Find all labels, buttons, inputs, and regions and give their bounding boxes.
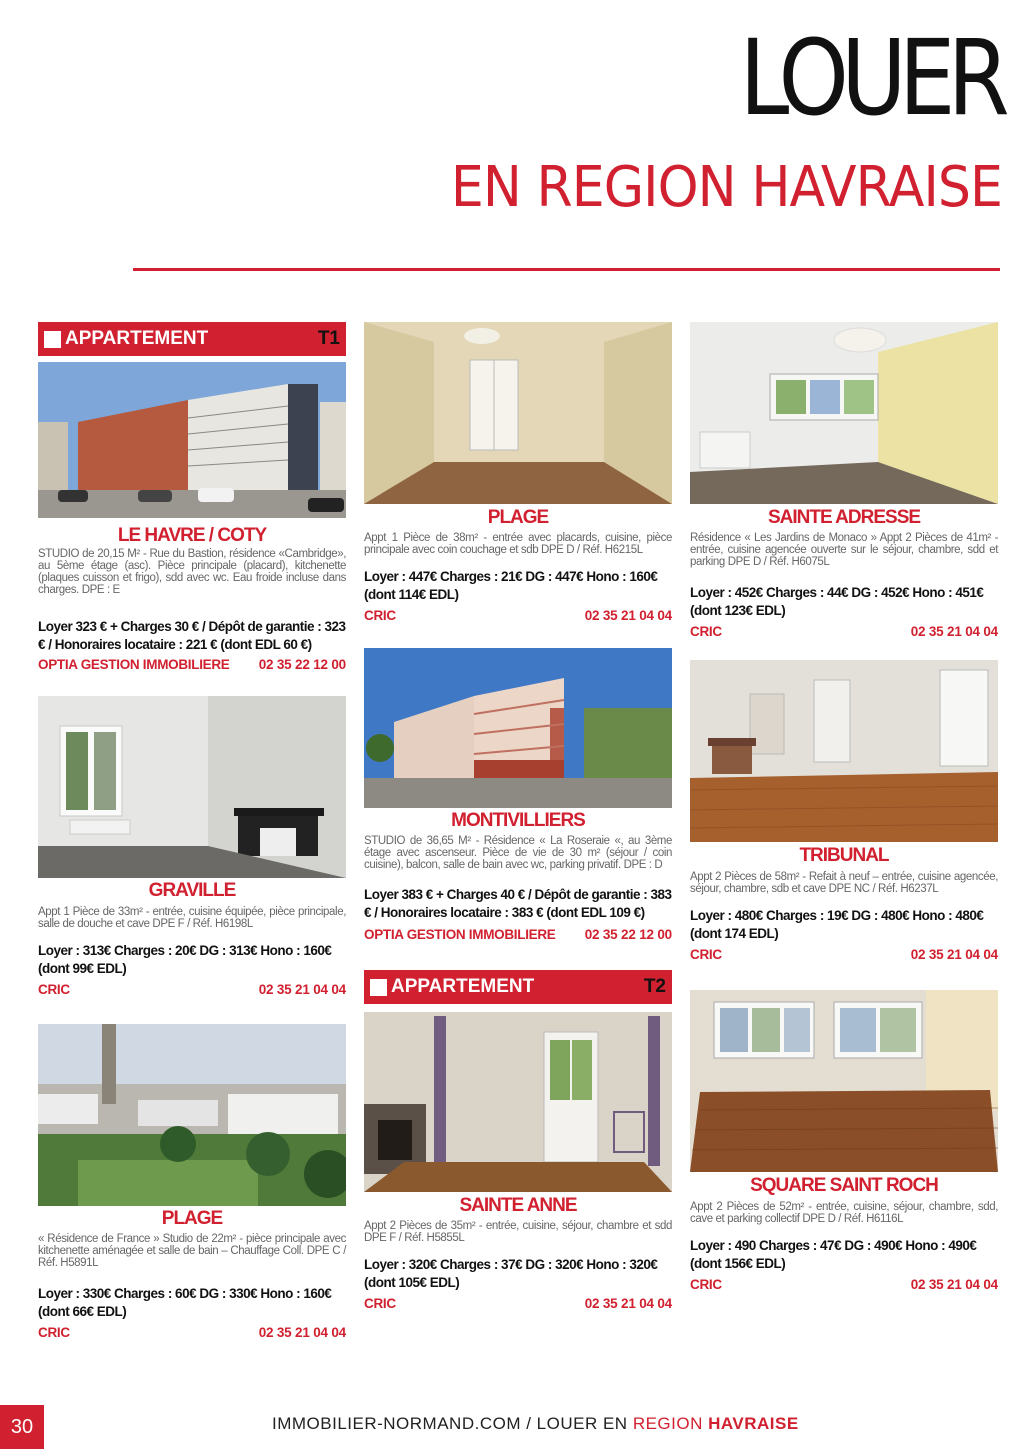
listing-photo-room[interactable]: [38, 696, 346, 878]
page-subtitle: EN REGION HAVRAISE: [450, 155, 1002, 220]
listing-price: Loyer 383 € + Charges 40 € / Dépôt de garantie : 383 € / Honoraires locataire : 383 € (dont EDL 109 €): [364, 887, 672, 920]
listing-phone[interactable]: 02 35 21 04 04: [910, 624, 998, 639]
page-number: 30: [0, 1405, 44, 1449]
category-bar-t1: [38, 322, 346, 356]
listing-price: Loyer : 452€ Charges : 44€ DG : 452€ Hono : 451€ (dont 123€ EDL): [690, 585, 984, 618]
listing-photo-room[interactable]: [690, 990, 998, 1172]
footer-site[interactable]: IMMOBILIER-NORMAND.COM: [272, 1414, 521, 1433]
listing-description: Appt 1 Pièce de 33m² - entrée, cuisine équipée, pièce principale, salle de douche et cave DPE F / Réf. H6198L: [38, 906, 346, 930]
listing-phone[interactable]: 02 35 21 04 04: [910, 947, 998, 962]
listing-agency[interactable]: OPTIA GESTION IMMOBILIERE: [38, 657, 230, 672]
category-label: APPARTEMENT: [65, 328, 209, 349]
listing-photo-room[interactable]: [690, 660, 998, 842]
listing-agency[interactable]: CRIC: [38, 1325, 70, 1340]
listing-photo-building[interactable]: [38, 362, 346, 518]
listing-price: Loyer : 480€ Charges : 19€ DG : 480€ Hono : 480€ (dont 174 EDL): [690, 908, 984, 941]
listing-agency[interactable]: CRIC: [690, 947, 722, 962]
listing-title: MONTIVILLIERS: [451, 810, 585, 831]
listing-photo-building[interactable]: [364, 648, 672, 808]
listing-phone[interactable]: 02 35 21 04 04: [910, 1277, 998, 1292]
listing-photo-city[interactable]: [38, 1024, 346, 1206]
footer-louer: LOUER EN: [536, 1414, 633, 1433]
listing-agency[interactable]: CRIC: [364, 1296, 396, 1311]
listing-description: Appt 2 Pièces de 35m² - entrée, cuisine, séjour, chambre et sdd DPE F / Réf. H5855L: [364, 1220, 672, 1244]
listing-phone[interactable]: 02 35 21 04 04: [584, 1296, 672, 1311]
page-title: LOUER: [739, 17, 1002, 139]
category-type: T1: [317, 328, 340, 349]
footer-breadcrumb: [272, 1414, 799, 1434]
square-icon: [370, 979, 387, 996]
listing-agency[interactable]: CRIC: [690, 624, 722, 639]
listing-title: PLAGE: [161, 1208, 223, 1229]
listing-description: STUDIO de 20,15 M² - Rue du Bastion, résidence «Cambridge», au 5ème étage (asc). Pièce principale (placard), kitchenette (plaques cuisson et frigo), sdd avec wc. Eau froide incluse dans charges. DPE : E: [38, 548, 346, 596]
listing-agency[interactable]: CRIC: [690, 1277, 722, 1292]
listing-photo-room[interactable]: [690, 322, 998, 504]
listing-title: PLAGE: [487, 507, 549, 528]
listing-title: TRIBUNAL: [799, 845, 889, 866]
listing-agency[interactable]: CRIC: [364, 608, 396, 623]
listing-description: « Résidence de France » Studio de 22m² - pièce principale avec kitchenette aménagée et salle de bain – Chauffage Coll. DPE C / Réf. H5891L: [38, 1233, 346, 1269]
listing-price: Loyer : 313€ Charges : 20€ DG : 313€ Hono : 160€ (dont 99€ EDL): [38, 943, 332, 976]
listing-phone[interactable]: 02 35 21 04 04: [258, 982, 346, 997]
title-divider: [133, 268, 1000, 271]
listing-phone[interactable]: 02 35 21 04 04: [258, 1325, 346, 1340]
listing-title: SQUARE SAINT ROCH: [750, 1175, 938, 1196]
footer-region: REGION: [632, 1414, 709, 1433]
category-label: APPARTEMENT: [391, 976, 535, 997]
listing-description: Résidence « Les Jardins de Monaco » Appt 2 Pièces de 41m² - entrée, cuisine agencée ouverte sur le séjour, chambre, sdd et parking DPE D / Réf. H6075L: [690, 532, 998, 568]
listing-price: Loyer : 320€ Charges : 37€ DG : 320€ Hono : 320€ (dont 105€ EDL): [364, 1257, 658, 1290]
footer-separator: /: [521, 1414, 537, 1433]
listing-title: SAINTE ADRESSE: [767, 507, 921, 528]
category-type: T2: [643, 976, 666, 997]
listing-description: Appt 2 Pièces de 52m² - entrée, cuisine, séjour, chambre, sdd, cave et parking collectif DPE D / Réf. H6116L: [690, 1201, 998, 1225]
listing-price: Loyer : 330€ Charges : 60€ DG : 330€ Hono : 160€ (dont 66€ EDL): [38, 1286, 332, 1319]
listing-agency[interactable]: CRIC: [38, 982, 70, 997]
listing-price: Loyer : 447€ Charges : 21€ DG : 447€ Hono : 160€ (dont 114€ EDL): [364, 569, 658, 602]
listing-phone[interactable]: 02 35 21 04 04: [584, 608, 672, 623]
listing-photo-room[interactable]: [364, 322, 672, 504]
listing-price: Loyer 323 € + Charges 30 € / Dépôt de garantie : 323 € / Honoraires locataire : 221 € (dont EDL 60 €): [38, 619, 346, 652]
listing-title: LE HAVRE / COTY: [117, 525, 267, 546]
square-icon: [44, 331, 61, 348]
listing-title: GRAVILLE: [148, 880, 236, 901]
listing-phone[interactable]: 02 35 22 12 00: [258, 657, 346, 672]
listing-title: SAINTE ANNE: [459, 1195, 577, 1216]
listing-description: Appt 1 Pièce de 38m² - entrée avec placards, cuisine, pièce principale avec coin couchage et sdb DPE D / Réf. H6215L: [364, 532, 672, 556]
listing-phone[interactable]: 02 35 22 12 00: [584, 927, 672, 942]
listing-photo-room[interactable]: [364, 1012, 672, 1192]
category-bar-t2: [364, 970, 672, 1004]
listing-description: Appt 2 Pièces de 58m² - Refait à neuf – entrée, cuisine agencée, séjour, chambre, sdb et cave DPE NC / Réf. H6237L: [690, 871, 998, 895]
listing-description: STUDIO de 36,65 M² - Résidence « La Roseraie «, au 3ème étage avec ascenseur. Pièce de vie de 30 m² (séjour / coin cuisine), balcon, salle de bain avec wc, parking privatif. DPE : D: [364, 835, 672, 871]
listing-agency[interactable]: OPTIA GESTION IMMOBILIERE: [364, 927, 556, 942]
listing-price: Loyer : 490 Charges : 47€ DG : 490€ Hono : 490€ (dont 156€ EDL): [690, 1238, 977, 1271]
footer-havraise: HAVRAISE: [708, 1414, 799, 1433]
